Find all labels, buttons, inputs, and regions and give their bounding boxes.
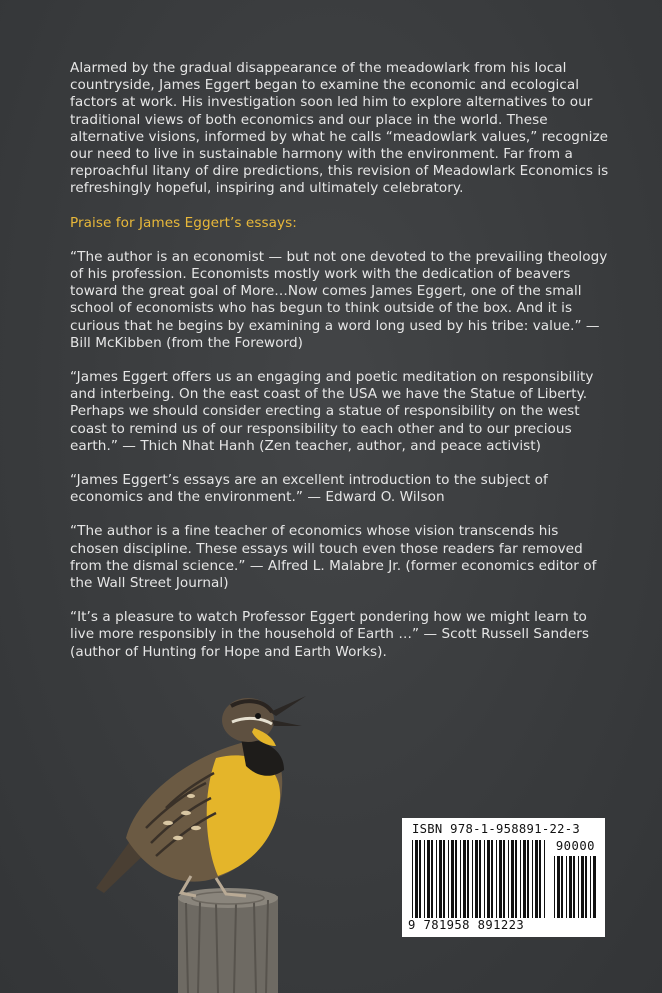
- barcode-bar: [561, 856, 563, 918]
- back-cover-text: [70, 60, 610, 678]
- price-code: 90000: [555, 839, 595, 853]
- barcode-bar: [532, 840, 533, 918]
- barcode-bar: [439, 840, 442, 918]
- barcode-bar: [443, 840, 445, 918]
- barcode-bar: [578, 856, 579, 918]
- barcode-bar: [487, 840, 490, 918]
- barcode-bar: [590, 856, 591, 918]
- barcode-bar: [491, 840, 493, 918]
- praise-quote: “It’s a pleasure to watch Professor Eggert pondering how we might learn to live more responsibly in the household of Earth …” — Scott Russell Sanders (author of Hunting for Hope and Earth Works).: [70, 609, 589, 660]
- barcode-bar: [569, 856, 572, 918]
- praise-quote: “The author is a fine teacher of economics whose vision transcends his chosen discipline. These essays will touch even those readers far removed from the dismal science.” — Alfred L. Malabre Jr. (former economics editor of the Wall Street Journal): [70, 523, 597, 592]
- praise-quote: “James Eggert’s essays are an excellent introduction to the subject of economics and the environment.” — Edward O. Wilson: [70, 472, 548, 506]
- barcode-bar: [511, 840, 514, 918]
- barcode-bar: [539, 840, 541, 918]
- fence-post: [178, 888, 278, 993]
- barcode-bar: [503, 840, 505, 918]
- isbn-label: ISBN 978-1-958891-22-3: [412, 822, 581, 836]
- barcode-bar: [475, 840, 478, 918]
- barcode-bar: [431, 840, 433, 918]
- bird-eye: [255, 713, 261, 719]
- barcode-bar: [451, 840, 454, 918]
- barcode-bar: [554, 856, 555, 918]
- praise-quote: “The author is an economist — but not one devoted to the prevailing theology of his profession. Economists mostly work with the dedication of beavers toward the great goal of More…Now comes James Eggert, one of the small school of economists who has begun to think outside of the box. And it is curious that he begins by examining a word long used by his tribe: value.” — Bill McKibben (from the Foreword): [70, 248, 608, 351]
- barcode-bar: [573, 856, 575, 918]
- barcode-bar: [515, 840, 517, 918]
- barcode-bar: [427, 840, 430, 918]
- barcode-bar: [460, 840, 461, 918]
- praise-quote: “James Eggert offers us an engaging and poetic meditation on responsibility and interbeing. On the east coast of the USA we have the Statue of Liberty. Perhaps we should consider erecting a statue of responsibility on the west coast to remind us of our responsibility to each other and to our precious earth.” — Thich Nhat Hanh (Zen teacher, author, and peace activist): [70, 369, 594, 454]
- barcode-bar: [527, 840, 529, 918]
- barcode-bar: [448, 840, 449, 918]
- barcode-bar: [566, 856, 567, 918]
- barcode-bar: [593, 856, 596, 918]
- barcode-bar: [523, 840, 526, 918]
- barcode-bar: [520, 840, 521, 918]
- barcode-bar: [557, 856, 560, 918]
- meadowlark-illustration: [96, 688, 328, 993]
- barcode-digits: 9 781958 891223: [408, 918, 525, 932]
- barcode-bar: [581, 856, 584, 918]
- barcode-bar: [455, 840, 457, 918]
- barcode-bar: [412, 840, 413, 918]
- praise-heading: Praise for James Eggert’s essays:: [70, 214, 297, 231]
- isbn-barcode: [402, 818, 605, 937]
- barcode-bar: [424, 840, 425, 918]
- barcode-bar: [508, 840, 509, 918]
- barcode-bar: [499, 840, 502, 918]
- barcode-bar: [484, 840, 485, 918]
- book-description: Alarmed by the gradual disappearance of the meadowlark from his local countryside, James Eggert began to examine the economic and ecological factors at work. His investigation soon led him to explore alternatives to our traditional views of both economics and our place in the world. These alternative visions, informed by what he calls “meadowlark values,” recognize our need to live in sustainable harmony with the environment. Far from a reproachful litany of dire predictions, this revision of Meadowlark Economics is refreshingly hopeful, inspiring and ultimately celebratory.: [70, 60, 609, 197]
- barcode-bar: [535, 840, 538, 918]
- barcode-bar: [419, 840, 421, 918]
- barcode-bar: [496, 840, 497, 918]
- barcode-bar: [436, 840, 437, 918]
- bird-beak: [270, 696, 306, 716]
- barcode-bar: [472, 840, 473, 918]
- barcode-bar: [463, 840, 466, 918]
- barcode-bar: [544, 840, 545, 918]
- barcode-bar: [585, 856, 587, 918]
- barcode-bar: [479, 840, 481, 918]
- barcode-bar: [415, 840, 418, 918]
- barcode-bar: [467, 840, 469, 918]
